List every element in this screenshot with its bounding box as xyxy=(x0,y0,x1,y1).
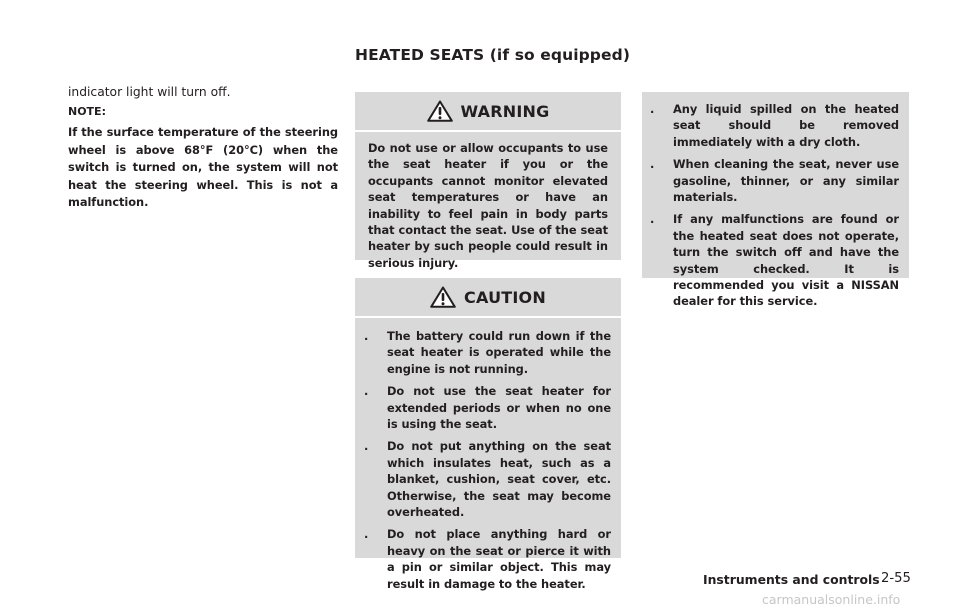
caution-list xyxy=(355,318,621,592)
heated-seat-notes-box xyxy=(642,92,909,309)
heated-seat-notes-list xyxy=(642,92,909,310)
list-item-text: When cleaning the seat, never use gasoline, thinner, or any similar materials. xyxy=(673,157,899,205)
warning-body: Do not use or allow occupants to use the seat heater if you or the occupants cannot monitor elevated seat temperatures or have an inability to feel pain in body parts that contact the seat. Use of the seat heater by such people could result in serious injury. xyxy=(368,141,608,270)
caution-title: CAUTION xyxy=(464,287,546,307)
list-item xyxy=(650,156,899,205)
page-number: 2-55 xyxy=(881,571,911,586)
list-item-text: Do not use the seat heater for extended periods or when no one is using the seat. xyxy=(387,384,611,432)
list-item xyxy=(650,101,899,150)
intro-text: indicator light will turn off. xyxy=(68,85,231,99)
note-label: NOTE: xyxy=(68,105,106,118)
caution-box xyxy=(355,278,621,591)
bullet-dot: . xyxy=(650,157,655,172)
bullet-dot: . xyxy=(650,102,655,116)
list-item xyxy=(650,211,899,309)
bullet-dot: . xyxy=(364,439,369,454)
warning-title: WARNING xyxy=(460,101,550,121)
bullet-dot: . xyxy=(650,212,655,227)
list-item-text: If any malfunctions are found or the heated seat does not operate, turn the switch off and have the system checked. It is recommended you visit a NISSAN dealer for this service. xyxy=(673,212,899,309)
list-item-text: Any liquid spilled on the heated seat should be removed immediately with a dry cloth. xyxy=(673,102,899,149)
list-item xyxy=(364,438,611,520)
warning-box xyxy=(355,92,621,270)
left-column xyxy=(68,85,338,212)
bullet-dot: . xyxy=(364,329,369,343)
bullet-dot: . xyxy=(364,384,369,399)
list-item-text: Do not place anything hard or heavy on the seat or pierce it with a pin or similar object. This may result in damage to the heater. xyxy=(387,527,611,591)
bullet-dot: . xyxy=(364,527,369,542)
list-item-text: Do not put anything on the seat which insulates heat, such as a blanket, cushion, seat cover, etc. Otherwise, the seat may become overheated. xyxy=(387,439,611,520)
list-item xyxy=(364,328,611,377)
list-item-text: The battery could run down if the seat heater is operated while the engine is not running. xyxy=(387,329,611,376)
warning-box-header xyxy=(355,92,621,132)
list-item xyxy=(364,383,611,432)
watermark-text: carmanualsonline.info xyxy=(762,592,901,607)
warning-triangle-icon xyxy=(430,286,456,308)
list-item xyxy=(364,526,611,592)
caution-box-header xyxy=(355,278,621,318)
page-header-title: HEATED SEATS (if so equipped) xyxy=(355,46,630,64)
note-text: If the surface temperature of the steering wheel is above 68°F (20°C) when the switch is turned on, the system will not heat the steering wheel. This is not a malfunction. xyxy=(68,125,338,209)
footer-section-name: Instruments and controls xyxy=(703,572,880,587)
warning-triangle-icon xyxy=(427,100,453,122)
